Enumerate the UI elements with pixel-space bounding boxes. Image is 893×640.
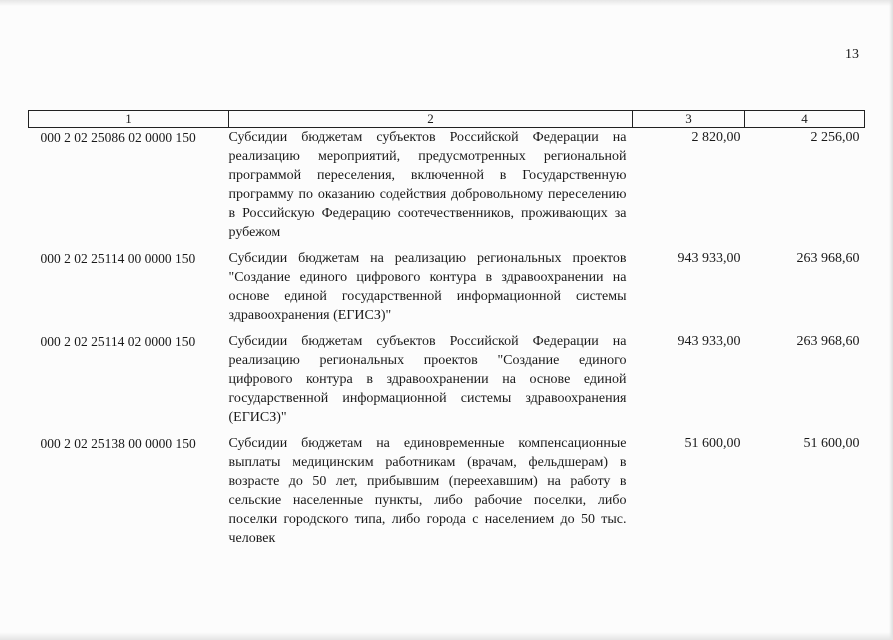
value-column-4: 51 600,00 <box>803 436 860 451</box>
budget-code: 000 2 02 25114 02 0000 150 <box>40 334 196 349</box>
value-column-4: 263 968,60 <box>796 251 860 266</box>
value-column-4: 2 256,00 <box>810 130 860 145</box>
scan-edge-top <box>0 0 893 6</box>
budget-table <box>28 110 865 555</box>
budget-code: 000 2 02 25138 00 0000 150 <box>40 436 196 451</box>
budget-item-name: Субсидии бюджетам на единовременные компенсационные выплаты медицинским работникам (врачам, фельдшерам) в возрасте до 50 лет, прибывшим (переехавшим) на работу в сельские населенные пункты, либо рабочие поселки, либо поселки городского типа, либо города с населением до 50 тыс. человек <box>228 436 627 546</box>
budget-item-name: Субсидии бюджетам субъектов Российской Федерации на реализацию мероприятий, предусмотренных региональной программой переселения, включенной в Государственную программу по оказанию содействия добровольному переселению в Российскую Федерацию соотечественников, проживающих за рубежом <box>228 130 627 240</box>
value-column-3: 51 600,00 <box>684 436 741 451</box>
page-number: 13 <box>845 47 859 62</box>
table-header-row <box>29 111 865 128</box>
column-header-3: 3 <box>633 111 745 128</box>
value-column-4: 263 968,60 <box>796 334 860 349</box>
table-row <box>29 332 865 434</box>
budget-item-name: Субсидии бюджетам на реализацию региональных проектов "Создание единого цифрового контура в здравоохранении на основе единой государственной информационной системы здравоохранения (ЕГИСЗ)" <box>228 251 627 323</box>
value-column-3: 2 820,00 <box>691 130 741 145</box>
budget-code: 000 2 02 25086 02 0000 150 <box>40 130 196 145</box>
budget-item-name: Субсидии бюджетам субъектов Российской Федерации на реализацию региональных проектов "Создание единого цифрового контура в здравоохранении на основе единой государственной информационной системы здравоохранения (ЕГИСЗ)" <box>228 334 627 425</box>
scan-edge-bottom <box>0 632 893 640</box>
column-header-1: 1 <box>29 111 229 128</box>
value-column-3: 943 933,00 <box>677 251 741 266</box>
column-header-4: 4 <box>745 111 865 128</box>
budget-code: 000 2 02 25114 00 0000 150 <box>40 251 196 266</box>
column-header-2: 2 <box>229 111 633 128</box>
table-row <box>29 434 865 555</box>
table-row <box>29 128 865 250</box>
value-column-3: 943 933,00 <box>677 334 741 349</box>
table-row <box>29 249 865 332</box>
scan-edge-right <box>889 0 893 640</box>
